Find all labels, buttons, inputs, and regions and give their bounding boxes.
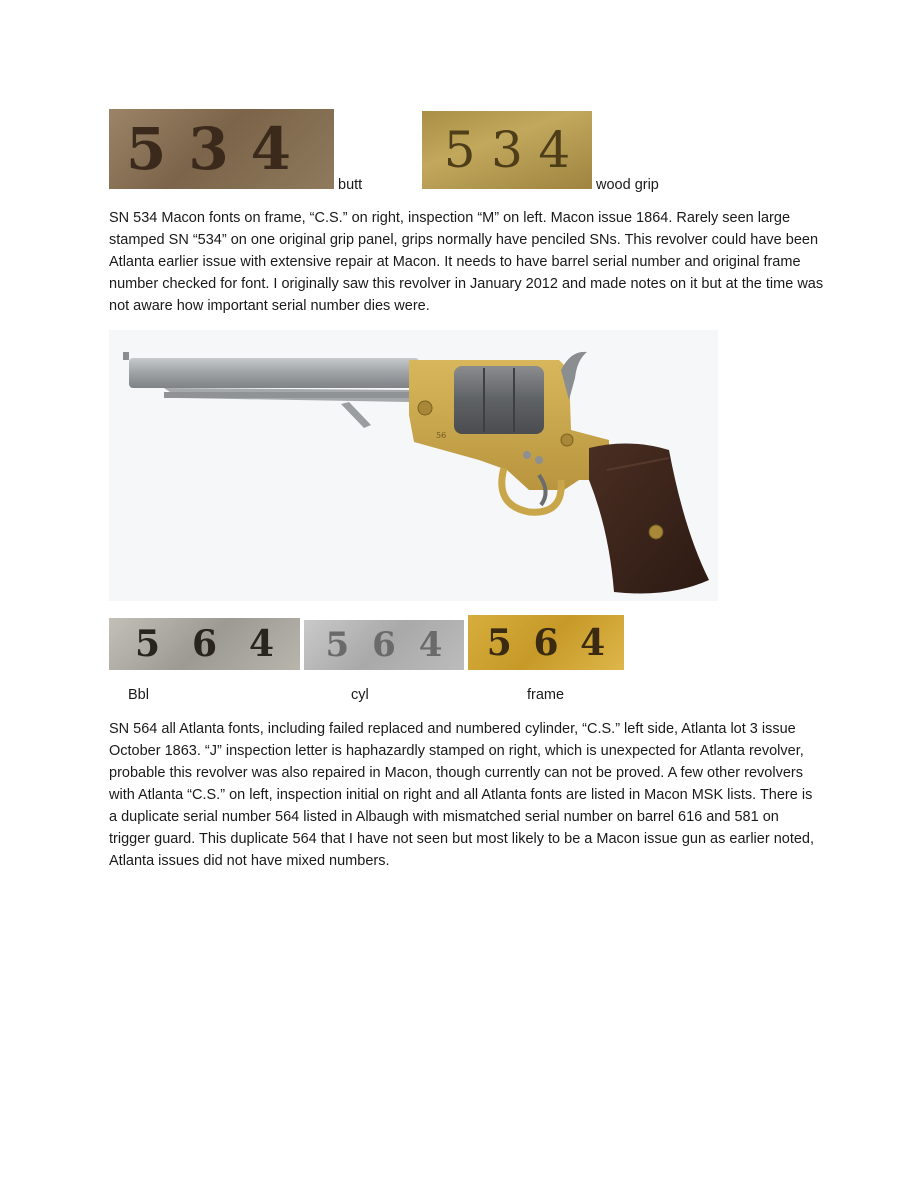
bbl-caption: Bbl [128, 687, 149, 703]
butt-digit-1: 5 [125, 115, 171, 183]
bbl-digit-1: 5 [134, 623, 161, 665]
cyl-digit-2: 6 [372, 625, 396, 665]
bbl-digit-2: 6 [191, 623, 218, 665]
cyl-digit-3: 4 [418, 625, 443, 665]
revolver-illustration [109, 330, 718, 601]
grip-digit-3: 4 [538, 121, 571, 179]
butt-digit-3: 4 [250, 115, 295, 183]
barrel-serial-photo [109, 618, 300, 670]
butt-serial-photo [109, 109, 334, 189]
paragraph-sn-564: SN 564 all Atlanta fonts, including failed replaced and numbered cylinder, “C.S.” left side, Atlanta lot 3 issue October 1863. “J” inspection letter is haphazardly stamped on right, which is unexpected for Atlanta revolver, probable this revolver was also repaired in Macon, though currently can not be proved. A few other revolvers with Atlanta “C.S.” on left, inspection initial on right and all Atlanta fonts are listed in Macon MSK lists. There is a duplicate serial number 564 listed in Albaugh with mismatched serial number on barrel 616 and 581 on trigger guard. This duplicate 564 that I have not seen but most likely to be a Macon issue gun as earlier noted, Atlanta issues did not have mixed numbers. [109, 721, 815, 869]
frame-serial-photo [468, 615, 624, 670]
bbl-digit-3: 4 [248, 623, 275, 665]
frame-digit-3: 4 [580, 621, 606, 664]
frame-caption: frame [527, 687, 565, 703]
cyl-digit-1: 5 [325, 625, 350, 665]
frame-digit-2: 6 [533, 621, 559, 664]
grip-digit-1: 5 [443, 121, 476, 179]
cyl-caption: cyl [351, 687, 369, 703]
wood-grip-serial-photo [422, 111, 592, 189]
butt-digit-2: 3 [188, 115, 233, 183]
wood-grip-caption: wood grip [596, 177, 659, 193]
butt-caption: butt [338, 177, 363, 193]
frame-digit-1: 5 [486, 621, 512, 664]
revolver-photo [109, 330, 718, 601]
grip-digit-2: 3 [491, 121, 523, 179]
paragraph-sn-534: SN 534 Macon fonts on frame, “C.S.” on right, inspection “M” on left. Macon issue 1864. Rarely seen large stamped SN “534” on one original grip panel, grips normally have penciled SNs. This revolver could have been Atlanta earlier issue with extensive repair at Macon. It needs to have barrel serial number and original frame number checked for font. I originally saw this revolver in January 2012 and made notes on it but at the time was not aware how important serial number dies were. [109, 210, 824, 314]
frame-serial-stamp: 56 [436, 431, 447, 440]
barrel [129, 358, 419, 388]
cylinder-serial-photo [304, 620, 464, 670]
cylinder [454, 366, 544, 434]
